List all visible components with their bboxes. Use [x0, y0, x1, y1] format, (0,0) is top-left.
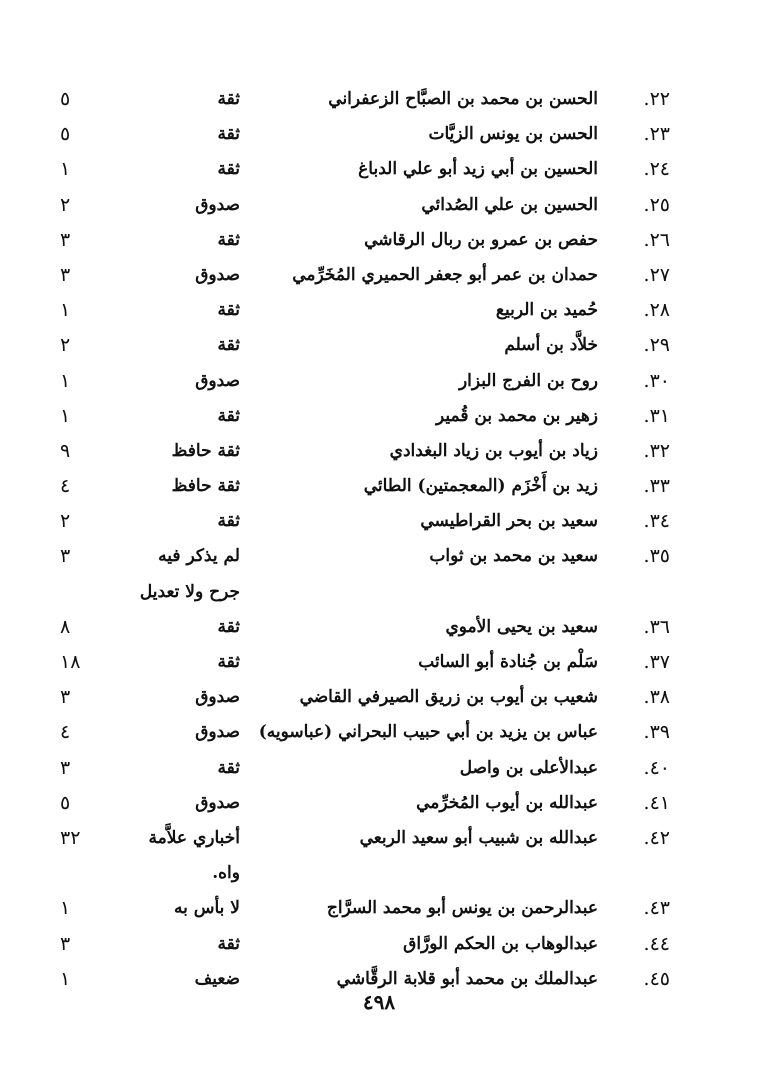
- hadith-count: ٣: [60, 686, 71, 709]
- narrator-row: [0, 821, 758, 856]
- narrator-row: [0, 223, 758, 258]
- narrator-name: حفص بن عمرو بن ربال الرقاشي: [364, 229, 598, 250]
- continuation-row: [0, 856, 758, 891]
- hadith-count: ٩: [60, 439, 71, 462]
- narrator-grade: ثقة: [217, 124, 240, 145]
- entry-number: ٤٣.: [643, 897, 670, 920]
- hadith-count: ٥: [60, 791, 71, 814]
- hadith-count: ٤: [60, 475, 71, 498]
- narrator-grade: ثقة: [217, 89, 240, 109]
- entry-number: ٣٧.: [643, 651, 670, 673]
- hadith-count: ٢: [60, 510, 71, 533]
- narrator-row: [0, 469, 758, 504]
- hadith-count: ٣: [60, 756, 71, 779]
- narrator-row: [0, 751, 758, 786]
- narrator-grade: ثقة: [217, 300, 240, 321]
- narrator-name: حمدان بن عمر أبو جعفر الحميري المُخَرِّمي: [292, 264, 598, 285]
- hadith-count: ٥: [60, 123, 71, 146]
- hadith-count: ٤: [60, 721, 71, 744]
- hadith-count: ٣٢: [60, 826, 81, 849]
- entry-number: ٣٥.: [643, 545, 670, 568]
- narrator-row: [0, 328, 758, 363]
- narrator-grade: صدوق: [195, 687, 240, 708]
- entry-number: ٢٩.: [643, 334, 670, 357]
- entry-number: ٢٢.: [643, 88, 670, 110]
- narrator-name: عبدالملك بن محمد أبو قلابة الرقَّاشي: [336, 968, 598, 989]
- hadith-count: ١: [60, 369, 71, 392]
- narrator-row: [0, 258, 758, 293]
- narrator-grade: ثقة: [217, 335, 240, 356]
- narrator-grade: ثقة: [217, 757, 240, 778]
- narrator-grade: ثقة حافظ: [171, 476, 240, 497]
- grade-continuation: جرح ولا تعديل: [139, 581, 240, 602]
- narrator-name: زياد بن أيوب بن زياد البغدادي: [389, 440, 598, 461]
- narrator-name: عبدالأعلى بن واصل: [459, 757, 598, 778]
- narrator-row: [0, 399, 758, 434]
- entry-number: ٤٠.: [643, 756, 670, 779]
- entry-number: ٤٤.: [643, 932, 670, 955]
- entry-number: ٢٥.: [643, 193, 670, 216]
- narrator-name: الحسين بن علي الصُدائي: [421, 194, 598, 215]
- narrator-name: الحسن بن يونس الزيَّات: [428, 124, 598, 145]
- narrator-name: عباس بن يزيد بن أبي حبيب البحراني (عباسويه): [258, 722, 598, 743]
- hadith-count: ٣: [60, 228, 71, 251]
- narrator-row: [0, 504, 758, 539]
- narrator-row: [0, 364, 758, 399]
- grade-continuation: واه.: [212, 863, 240, 884]
- entry-number: ٣٠.: [643, 369, 670, 392]
- narrator-grade: صدوق: [195, 792, 240, 813]
- narrator-grade: صدوق: [195, 722, 240, 743]
- entry-number: ٣٦.: [643, 615, 670, 638]
- narrator-grade: ثقة: [217, 511, 240, 532]
- narrator-list: [0, 82, 758, 997]
- hadith-count: ٣: [60, 932, 71, 955]
- hadith-count: ٥: [60, 88, 71, 110]
- narrator-grade: ثقة: [217, 159, 240, 180]
- narrator-row: [0, 188, 758, 223]
- continuation-row: [0, 575, 758, 610]
- narrator-name: الحسين بن أبي زيد أبو علي الدباغ: [358, 159, 598, 180]
- narrator-grade: صدوق: [195, 194, 240, 215]
- narrator-name: سَلْم بن جُنادة أبو السائب: [418, 652, 598, 672]
- narrator-name: زيد بن أَخْزَم (المعجمتين) الطائي: [363, 476, 598, 497]
- entry-number: ٣٢.: [643, 439, 670, 462]
- narrator-grade: صدوق: [195, 264, 240, 285]
- narrator-name: خلاَّد بن أسلم: [504, 335, 598, 356]
- entry-number: ٤٢.: [643, 826, 670, 849]
- hadith-count: ٢: [60, 193, 71, 216]
- hadith-count: ٨: [60, 615, 71, 638]
- narrator-grade: أخباري علاَّمة: [148, 827, 240, 848]
- narrator-grade: لا بأس به: [173, 898, 240, 919]
- narrator-name: حُميد بن الربيع: [495, 300, 598, 321]
- narrator-name: زهير بن محمد بن قُمير: [436, 405, 598, 426]
- narrator-name: سعيد بن محمد بن ثواب: [429, 546, 598, 567]
- narrator-grade: ثقة: [217, 405, 240, 426]
- narrator-name: الحسن بن محمد بن الصبَّاح الزعفراني: [328, 89, 598, 109]
- narrator-grade: لم يذكر فيه: [158, 546, 240, 567]
- narrator-row: [0, 434, 758, 469]
- hadith-count: ٣: [60, 263, 71, 286]
- hadith-count: ١: [60, 404, 71, 427]
- entry-number: ٢٨.: [643, 299, 670, 322]
- narrator-grade: ثقة حافظ: [171, 440, 240, 461]
- entry-number: ٢٦.: [643, 228, 670, 251]
- narrator-name: سعيد بن بحر القراطيسي: [420, 511, 598, 532]
- hadith-count: ١: [60, 299, 71, 322]
- entry-number: ٢٧.: [643, 263, 670, 286]
- narrator-name: عبدالله بن شبيب أبو سعيد الربعي: [359, 827, 598, 848]
- entry-number: ٣٨.: [643, 686, 670, 709]
- hadith-count: ٣: [60, 545, 71, 568]
- narrator-row: [0, 152, 758, 187]
- hadith-count: ١: [60, 897, 71, 920]
- entry-number: ٣٣.: [643, 475, 670, 498]
- narrator-grade: ثقة: [217, 933, 240, 954]
- narrator-row: [0, 927, 758, 962]
- narrator-row: [0, 610, 758, 645]
- narrator-name: عبدالوهاب بن الحكم الورَّاق: [403, 933, 598, 954]
- hadith-count: ١: [60, 158, 71, 181]
- hadith-count: ١: [60, 967, 71, 990]
- narrator-grade: ثقة: [217, 229, 240, 250]
- entry-number: ٤٥.: [643, 967, 670, 990]
- hadith-count: ٢: [60, 334, 71, 357]
- narrator-name: شعيب بن أيوب بن زريق الصيرفي القاضي: [299, 687, 598, 708]
- narrator-name: عبدالله بن أيوب المُخرِّمي: [416, 792, 598, 813]
- entry-number: ٢٤.: [643, 158, 670, 181]
- narrator-row: [0, 645, 758, 680]
- entry-number: ٣١.: [643, 404, 670, 427]
- narrator-row: [0, 786, 758, 821]
- narrator-grade: ثقة: [217, 652, 240, 672]
- narrator-row: [0, 891, 758, 926]
- narrator-grade: صدوق: [195, 370, 240, 391]
- entry-number: ٣٤.: [643, 510, 670, 533]
- narrator-name: سعيد بن يحيى الأموي: [445, 616, 598, 637]
- narrator-row: [0, 82, 758, 117]
- narrator-row: [0, 117, 758, 152]
- narrator-name: عبدالرحمن بن يونس أبو محمد السرَّاج: [326, 898, 598, 919]
- entry-number: ٤١.: [643, 791, 670, 814]
- narrator-grade: ثقة: [217, 616, 240, 637]
- entry-number: ٢٣.: [643, 123, 670, 146]
- page-number: ٤٩٨: [362, 990, 396, 1014]
- narrator-row: [0, 680, 758, 715]
- hadith-count: ١٨: [60, 651, 81, 673]
- narrator-row: [0, 539, 758, 574]
- narrator-name: روح بن الفرج البزار: [458, 370, 598, 391]
- narrator-row: [0, 293, 758, 328]
- narrator-grade: ضعيف: [194, 968, 240, 989]
- narrator-row: [0, 715, 758, 750]
- entry-number: ٣٩.: [643, 721, 670, 744]
